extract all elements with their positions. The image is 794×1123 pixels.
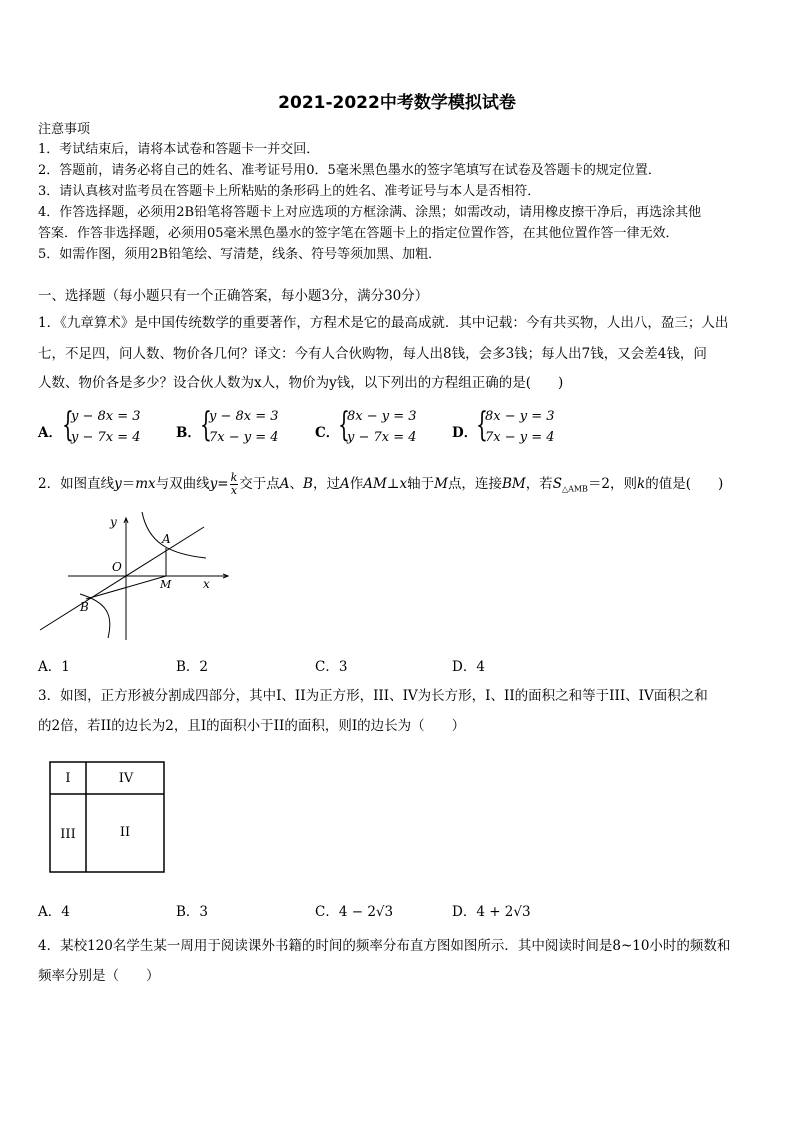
label-y: y xyxy=(110,515,117,529)
option-value: 3 xyxy=(199,904,209,920)
notice-item: 答案．作答非选择题，必须用05毫米黑色墨水的签字笔在答题卡上的指定位置作答，在其他位置作答一律无效． xyxy=(38,226,679,241)
q2-text: 交于点 xyxy=(239,476,280,492)
line-y-mx xyxy=(40,527,204,630)
q3-line: 3．如图，正方形被分割成四部分，其中I、II为正方形，III、IV为长方形，I、II的面积之和等于III、IV面积之和 xyxy=(38,688,708,704)
notice-item: 5．如需作图，须用2B铅笔绘、写清楚，线条、符号等须加黑、加粗． xyxy=(38,247,442,262)
equation: y − 8x = 3 xyxy=(71,409,141,424)
q2-text: ＝2，则 xyxy=(587,476,638,492)
equation: 8x − y = 3 xyxy=(485,409,555,424)
q3-option-a xyxy=(38,900,70,920)
q2-text: 点，连接 xyxy=(447,476,502,492)
option-label: B． xyxy=(176,425,201,441)
option-value: 4 xyxy=(61,904,70,920)
q2-option-d: D．4 xyxy=(452,659,485,675)
hyperbola-branch xyxy=(142,512,206,558)
q3-option-c xyxy=(315,900,393,920)
notice-item: 4．作答选择题，必须用2B铅笔将答题卡上对应选项的方框涂满、涂黑；如需改动，请用橡皮擦干净后，再选涂其他 xyxy=(38,205,702,220)
option-value: 4 − 2√3 xyxy=(338,904,394,920)
math-var: A xyxy=(339,476,350,492)
option-label: C． xyxy=(315,425,340,441)
q3-option-d xyxy=(452,900,531,920)
label-x: x xyxy=(203,577,210,591)
math-var: k xyxy=(637,476,646,492)
q2-figure xyxy=(36,510,236,642)
q2-text: ，若 xyxy=(525,476,553,492)
q2-text: 作 xyxy=(349,476,364,492)
q1-line: 七，不足四，问人数、物价各几何？译文：今有人合伙购物，每人出8钱，会多3钱；每人出7钱，又会差4钱，问 xyxy=(38,346,707,362)
math-var: x xyxy=(399,476,408,492)
q2-text: ＝ xyxy=(121,476,136,492)
notice-item: 1．考试结束后，请将本试卷和答题卡一并交回． xyxy=(38,142,320,157)
option-label: C． xyxy=(315,904,339,920)
region-i: I xyxy=(65,771,71,786)
option-label: B． xyxy=(176,904,200,920)
math-var: M xyxy=(434,476,448,492)
equation: y − 8x = 3 xyxy=(209,409,279,424)
region-iii: III xyxy=(60,827,76,842)
q2-stem xyxy=(38,472,723,500)
option-label: D． xyxy=(452,904,477,920)
math-var: AM xyxy=(363,476,387,492)
equation-system xyxy=(476,406,555,448)
q2-option-a: A．1 xyxy=(38,659,70,675)
brace-icon: { xyxy=(338,405,350,445)
notice-item: 3．请认真核对监考员在答题卡上所粘贴的条形码上的姓名、准考证号与本人是否相符． xyxy=(38,184,541,199)
q4-line: 4．某校120名学生某一周用于阅读课外书籍的时间的频率分布直方图如图所示．其中阅读时间是8~10小时的频数和 xyxy=(38,938,731,954)
equation-system xyxy=(200,406,279,448)
brace-icon: { xyxy=(476,405,488,445)
page-title: 2021-2022中考数学模拟试卷 xyxy=(278,93,516,113)
equation-system xyxy=(62,406,141,448)
label-a: A xyxy=(162,532,171,546)
equation: 7x − y = 4 xyxy=(209,430,279,445)
q3-figure xyxy=(48,760,168,876)
q2-text: 与双曲线 xyxy=(155,476,210,492)
fraction xyxy=(230,472,239,497)
brace-icon: { xyxy=(62,405,74,445)
fraction-numerator: k xyxy=(230,471,238,484)
q4-line: 频率分别是（ ） xyxy=(38,968,160,984)
math-subscript: △AMB xyxy=(561,484,588,494)
q2-text: = xyxy=(217,476,229,492)
math-var: y xyxy=(209,476,218,492)
notice-heading: 注意事项 xyxy=(38,122,91,137)
brace-icon: { xyxy=(200,405,212,445)
q2-text: 、 xyxy=(289,476,304,492)
math-var: mx xyxy=(135,476,156,492)
equation: 8x − y = 3 xyxy=(347,409,417,424)
notice-item: 2．答题前，请务必将自己的姓名、准考证号用0．5毫米黑色墨水的签字笔填写在试卷及答题卡的规定位置． xyxy=(38,163,661,178)
option-label: A． xyxy=(38,904,62,920)
option-label: D． xyxy=(452,425,478,441)
q3-option-b xyxy=(176,900,208,920)
equation: 7x − y = 4 xyxy=(485,430,555,445)
math-var: S xyxy=(552,476,562,492)
fraction-denominator: x xyxy=(230,484,238,497)
equation-system xyxy=(338,406,417,448)
region-iv: IV xyxy=(118,771,134,786)
math-var: y xyxy=(114,476,122,492)
option-label: A． xyxy=(38,425,62,441)
q2-text: 的值是( ) xyxy=(645,476,724,492)
label-m: M xyxy=(160,578,172,591)
q2-text: ，过 xyxy=(312,476,340,492)
q3-line: 的2倍，若II的边长为2，且I的面积小于II的面积，则I的边长为（ ） xyxy=(38,718,466,734)
math-var: A xyxy=(279,476,290,492)
option-value: 4 + 2√3 xyxy=(476,904,531,920)
label-o: O xyxy=(112,560,122,574)
math-var: BM xyxy=(501,476,526,492)
q1-line: 1．《九章算术》是中国传统数学的重要著作，方程术是它的最高成就．其中记载：今有共买物，人出八，盈三；人出 xyxy=(38,315,729,331)
equation: y − 7x = 4 xyxy=(347,430,417,445)
q2-text: 2．如图直线 xyxy=(38,476,115,492)
q2-text: ⊥ xyxy=(386,476,400,492)
q2-option-c: C．3 xyxy=(315,659,348,675)
q1-line: 人数、物价各是多少？设合伙人数为x人，物价为y钱，以下列出的方程组正确的是( ) xyxy=(38,375,564,391)
math-var: B xyxy=(303,476,313,492)
label-b: B xyxy=(80,600,89,614)
q2-text: 轴于 xyxy=(407,476,435,492)
equation: y − 7x = 4 xyxy=(71,430,141,445)
section-heading: 一、选择题（每小题只有一个正确答案，每小题3分，满分30分） xyxy=(38,288,429,304)
region-ii: II xyxy=(119,825,131,840)
q2-option-b: B．2 xyxy=(176,659,209,675)
